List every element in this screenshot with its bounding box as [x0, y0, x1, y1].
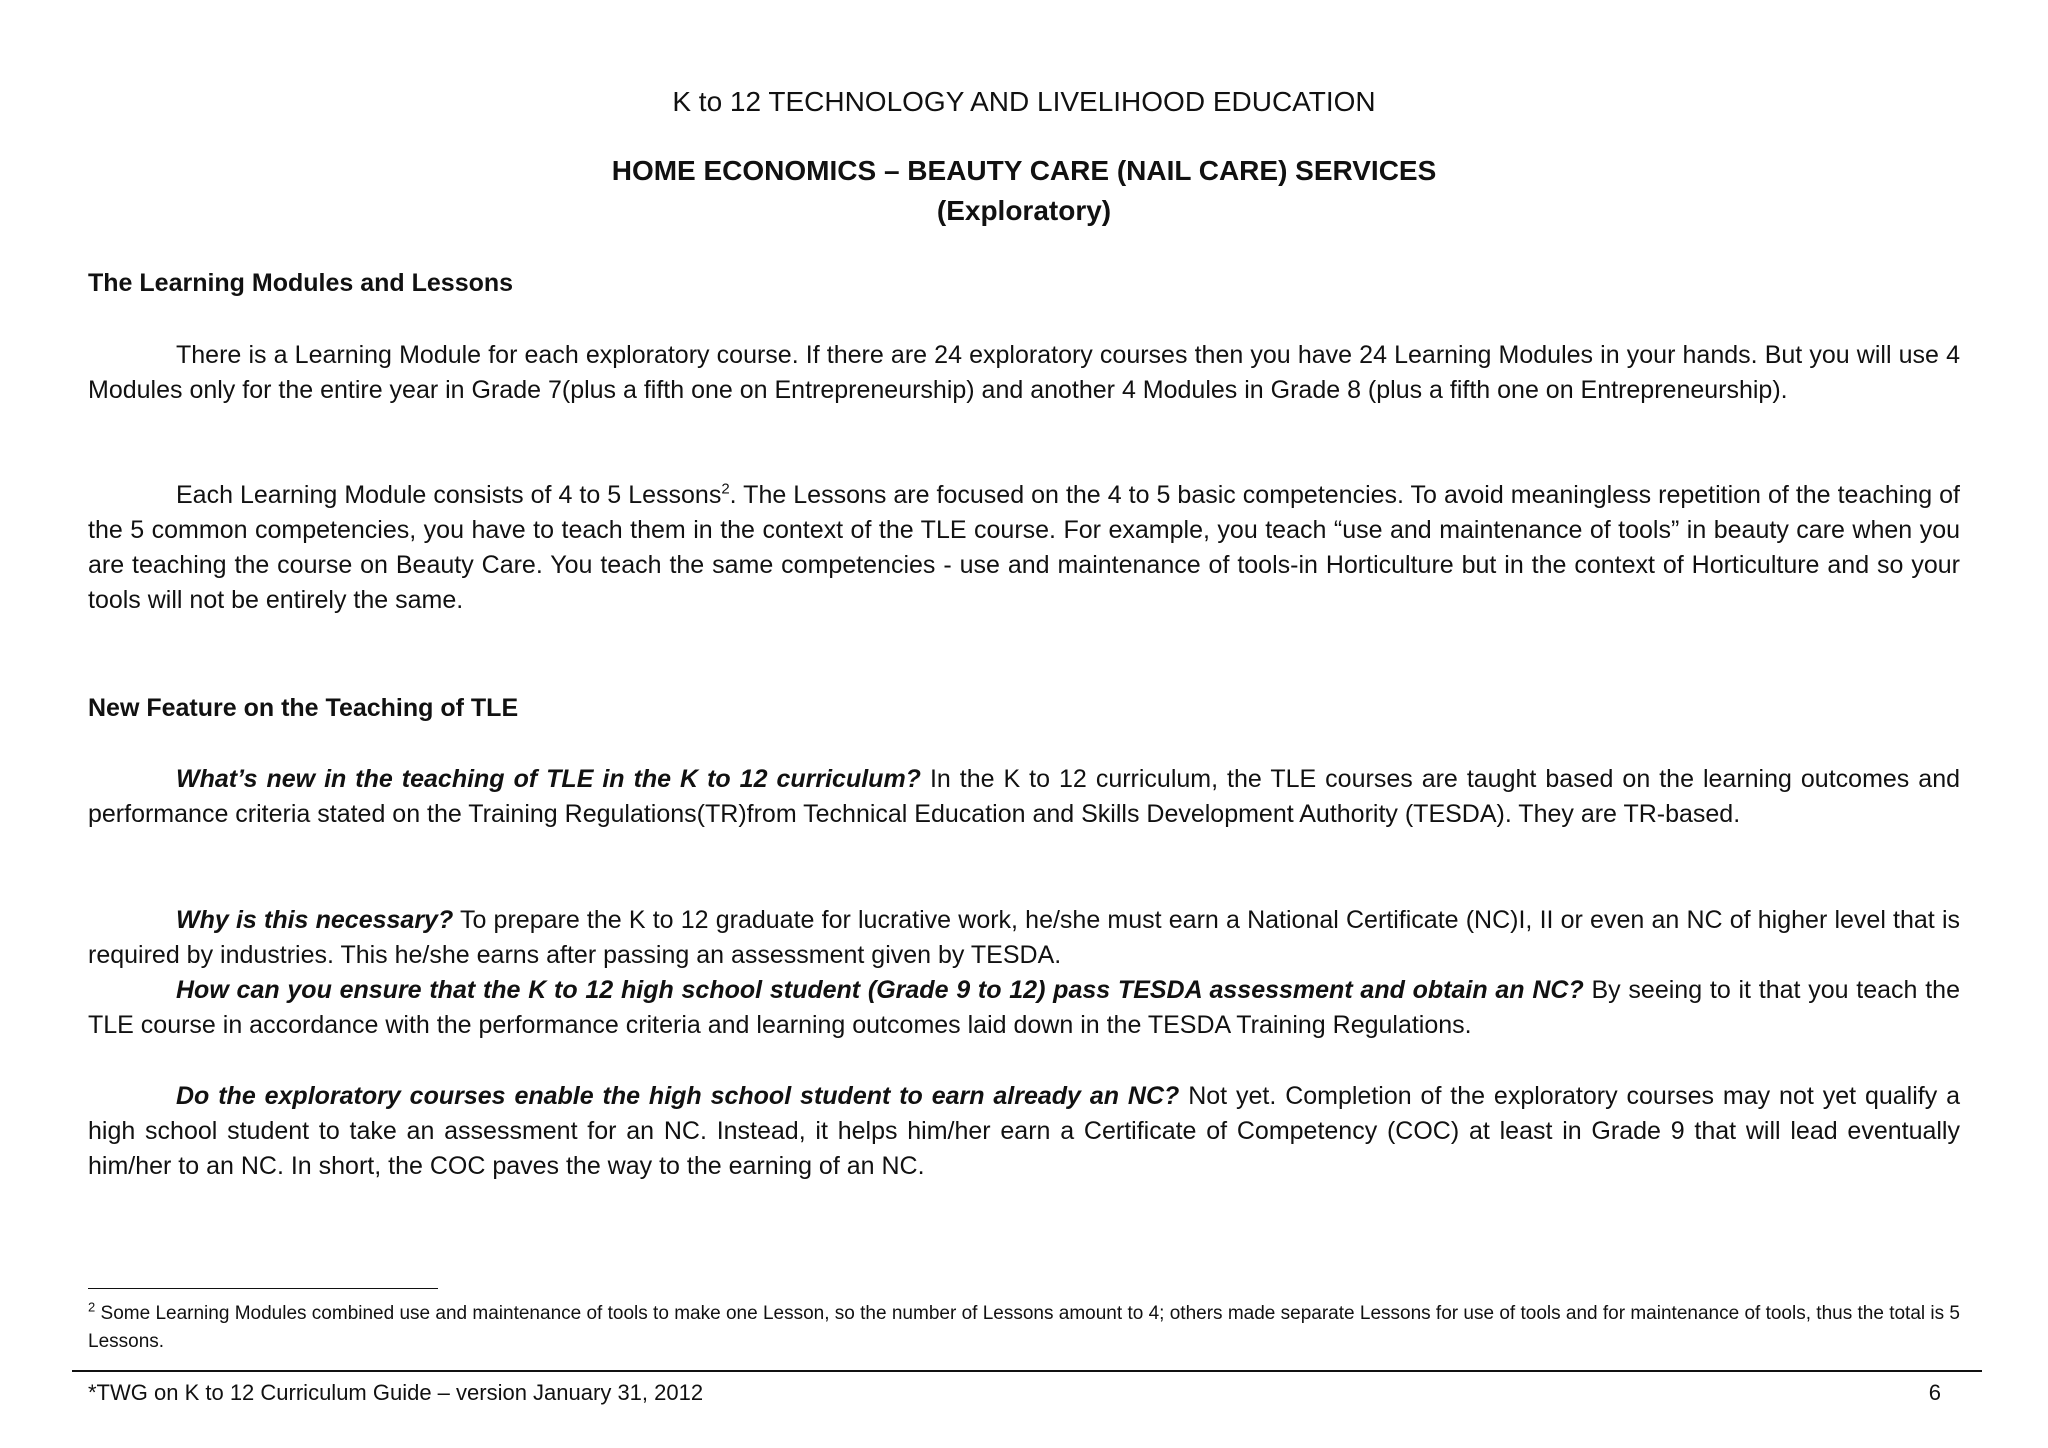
footnote-marker: 2 — [88, 1299, 96, 1315]
feature-question-3 — [88, 973, 1960, 1043]
question-lead: Why is this necessary? — [176, 906, 454, 934]
document-subtitle — [0, 151, 2048, 231]
question-lead: How can you ensure that the K to 12 high school student (Grade 9 to 12) pass TESDA assessment and obtain an NC? — [176, 976, 1584, 1004]
subtitle-line-2: (Exploratory) — [936, 195, 1112, 226]
feature-question-1 — [88, 762, 1960, 832]
question-answer: Not yet. Completion of the exploratory courses may not yet qualify a high school student to take an assessment for an NC. Instead, it helps him/her earn a Certificate of Competency (COC) at least in Grade 9 that will lead eventually him/her to an NC. In short, the COC paves the way to the earning of an NC. — [88, 1082, 1961, 1180]
subtitle-line-1: HOME ECONOMICS – BEAUTY CARE (NAIL CARE) SERVICES — [611, 155, 1437, 186]
page-number: 6 — [1928, 1380, 1941, 1405]
question-answer: By seeing to it that you teach the TLE course in accordance with the performance criteria and learning outcomes laid down in the TESDA Training Regulations. — [88, 976, 1960, 1039]
paragraph-text: Each Learning Module consists of 4 to 5 Lessons — [176, 481, 722, 509]
footnote-divider — [88, 1288, 438, 1289]
feature-question-2 — [88, 903, 1960, 973]
feature-question-4 — [88, 1079, 1960, 1184]
modules-paragraph-2 — [88, 478, 1960, 618]
question-lead: Do the exploratory courses enable the high school student to earn already an NC? — [176, 1082, 1180, 1110]
question-lead: What’s new in the teaching of TLE in the K to 12 curriculum? — [176, 765, 921, 793]
footnote-reference: 2 — [721, 480, 730, 498]
question-answer: To prepare the K to 12 graduate for lucrative work, he/she must earn a National Certificate (NC)I, II or even an NC of higher level that is required by industries. This he/she earns after passing an assessment given by TESDA. — [88, 906, 1960, 969]
section-heading: New Feature on the Teaching of TLE — [88, 694, 519, 722]
feature-section-heading — [88, 691, 1960, 726]
modules-section-heading — [88, 266, 1960, 301]
document-title: K to 12 TECHNOLOGY AND LIVELIHOOD EDUCATION — [672, 86, 1376, 117]
question-answer: In the K to 12 curriculum, the TLE courses are taught based on the learning outcomes and performance criteria stated on the Training Regulations(TR)from Technical Education and Skills Development Authority (TESDA). They are TR-based. — [88, 765, 1960, 828]
footnote-text: Some Learning Modules combined use and maintenance of tools to make one Lesson, so the number of Lessons amount to 4; others made separate Lessons for use of tools and for maintenance of tools, thus the total is 5 Lessons. — [88, 1303, 1960, 1352]
footer-version-note: *TWG on K to 12 Curriculum Guide – version January 31, 2012 — [88, 1380, 704, 1405]
modules-paragraph-1: There is a Learning Module for each exploratory course. If there are 24 exploratory courses then you have 24 Learning Modules in your hands. But you will use 4 Modules only for the entire year in Grade 7(plus a fifth one on Entrepreneurship) and another 4 Modules in Grade 8 (plus a fifth one on Entrepreneurship). — [88, 341, 1960, 404]
footer-divider — [72, 1370, 1982, 1372]
paragraph-text: . The Lessons are focused on the 4 to 5 basic competencies. To avoid meaningless repetition of the teaching of the 5 common competencies, you have to teach them in the context of the TLE course. For example, you teach “use and maintenance of tools” in beauty care when you are teaching the course on Beauty Care. You teach the same competencies - use and maintenance of tools-in Horticulture but in the context of Horticulture and so your tools will not be entirely the same. — [88, 481, 1960, 614]
section-heading: The Learning Modules and Lessons — [88, 269, 514, 297]
footnote — [88, 1300, 1960, 1356]
